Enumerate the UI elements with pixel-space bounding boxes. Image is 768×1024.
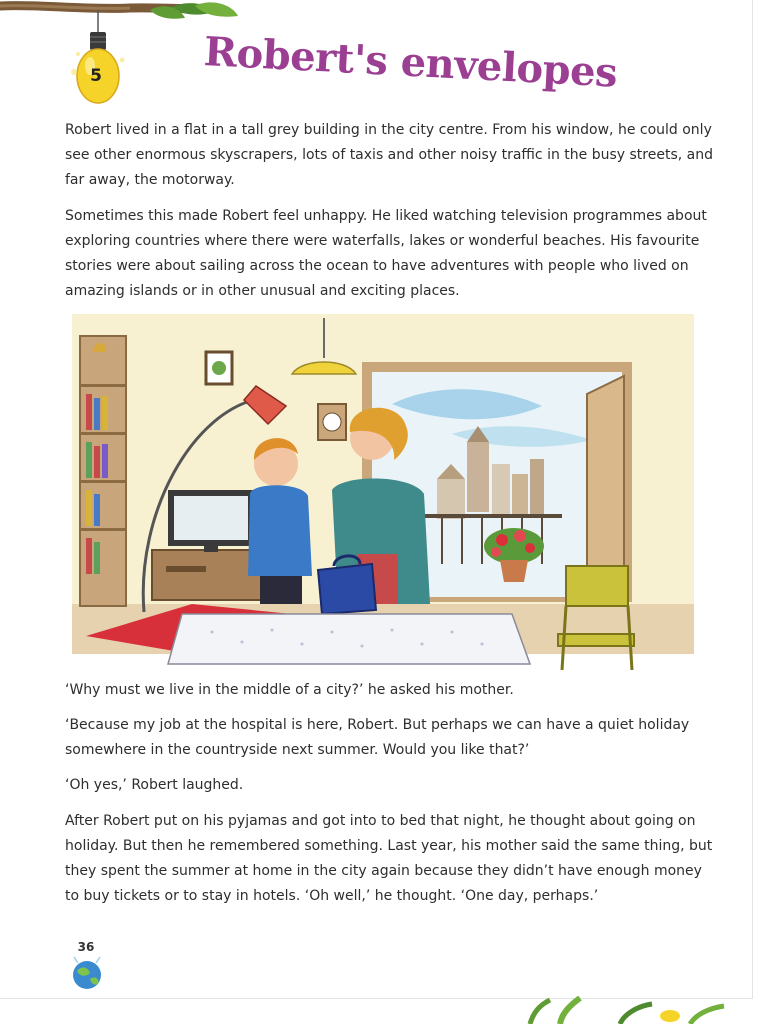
lightbulb-icon <box>68 10 128 110</box>
plant-decoration <box>520 996 760 1024</box>
page-title: Robert's envelopes <box>202 28 619 97</box>
paragraph: ‘Why must we live in the middle of a city?’ he asked his mother. <box>65 682 514 698</box>
paragraph: ‘Because my job at the hospital is here, Robert. But perhaps we can have a quiet holiday somewhere in the countryside next summer. Would you like that?’ <box>65 717 690 758</box>
paragraph: Robert lived in a flat in a tall grey building in the city centre. From his window, he could only see other enormous skyscrapers, lots of taxis and other noisy traffic in the busy streets, and far away, the motorway. <box>65 122 713 188</box>
globe-icon <box>68 955 106 991</box>
story-illustration <box>72 314 694 676</box>
chapter-number: 5 <box>90 66 102 86</box>
paragraph: ‘Oh yes,’ Robert laughed. <box>65 777 244 793</box>
paragraph: After Robert put on his pyjamas and got into to bed that night, he thought about going on holiday. But then he remembered something. Last year, his mother said the same thing, but they spent the summer at home in the city again because they didn’t have enough money to buy tickets or to stay in hotels. ‘Oh well,’ he thought. ‘One day, perhaps.’ <box>65 813 713 904</box>
page-number: 36 <box>77 940 95 954</box>
paragraph: Sometimes this made Robert feel unhappy. He liked watching television programmes about exploring countries where there were waterfalls, lakes or wonderful beaches. His favourite stories were about sailing across the ocean to have adventures with people who lived on amazing islands or in other unusual and exciting places. <box>65 208 707 299</box>
